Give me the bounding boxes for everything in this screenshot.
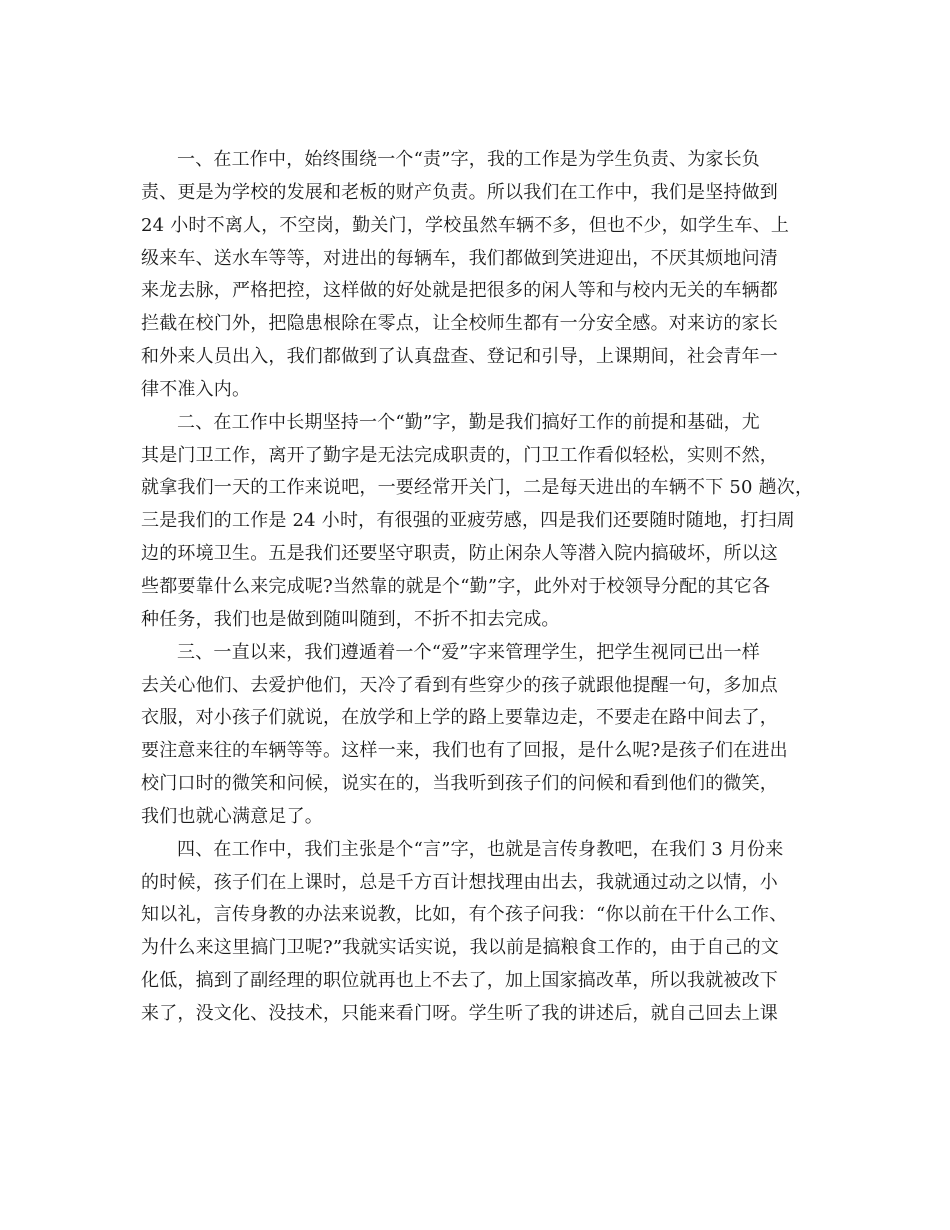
paragraph-4-line: 来了，没文化、没技术，只能来看门呀。学生听了我的讲述后，就自己回去上课	[141, 1002, 778, 1024]
paragraph-3-line: 我们也就心满意足了。	[141, 805, 323, 827]
paragraph-1-line: 一、在工作中，始终围绕一个“责”字，我的工作是为学生负责、为家长负	[177, 149, 761, 170]
paragraph-2-line: 种任务，我们也是做到随叫随到，不折不扣去完成。	[141, 608, 560, 630]
paragraph-1-line: 和外来人员出入，我们都做到了认真盘查、登记和引导，上课期间，社会青年一	[141, 346, 778, 368]
paragraph-2-line: 就拿我们一天的工作来说吧，一要经常开关门，二是每天进出的车辆不下 50 趟次，	[141, 477, 814, 499]
paragraph-3-line: 三、一直以来，我们遵遁着一个“爱”字来管理学生，把学生视同已出一样	[177, 641, 761, 663]
paragraph-3-line: 衣服，对小孩子们就说，在放学和上学的路上要靠边走，不要走在路中间去了，	[141, 707, 778, 729]
paragraph-3-line: 去关心他们、去爱护他们，天冷了看到有些穿少的孩子就跟他提醒一句，多加点	[141, 674, 778, 696]
paragraph-3-line: 要注意来往的车辆等等。这样一来，我们也有了回报，是什么呢?是孩子们在进出	[141, 740, 788, 762]
paragraph-2-line: 些都要靠什么来完成呢?当然靠的就是个“勤”字，此外对于校领导分配的其它各	[141, 575, 771, 597]
paragraph-2-line: 三是我们的工作是 24 小时，有很强的亚疲劳感，四是我们还要随时随地，打扫周	[141, 510, 795, 532]
paragraph-1-line: 律不准入内。	[141, 378, 251, 400]
paragraph-2-line: 二、在工作中长期坚持一个“勤”字，勤是我们搞好工作的前提和基础，尤	[177, 411, 761, 433]
paragraph-4-line: 四、在工作中，我们主张是个“言”字，也就是言传身教吧，在我们 3 月份来	[177, 838, 784, 860]
paragraph-3-line: 校门口时的微笑和问候，说实在的，当我听到孩子们的问候和看到他们的微笑，	[141, 773, 778, 795]
paragraph-1-line: 级来车、送水车等等，对进出的每辆车，我们都做到笑进迎出，不厌其烦地问清	[141, 247, 778, 269]
paragraph-4-line: 的时候，孩子们在上课时，总是千方百计想找理由出去，我就通过动之以情，小	[141, 871, 778, 893]
paragraph-4-line: 知以礼，言传身教的办法来说教，比如，有个孩子问我：“你以前在干什么工作、	[141, 904, 788, 926]
paragraph-4-line: 化低，搞到了副经理的职位就再也上不去了，加上国家搞改革，所以我就被改下	[141, 970, 778, 992]
paragraph-1-line: 来龙去脉，严格把控，这样做的好处就是把很多的闲人等和与校内无关的车辆都	[141, 280, 778, 302]
paragraph-1-line: 24 小时不离人，不空岗，勤关门，学校虽然车辆不多，但也不少，如学生车、上	[141, 214, 790, 236]
paragraph-1-line: 拦截在校门外，把隐患根除在零点，让全校师生都有一分安全感。对来访的家长	[141, 313, 778, 335]
paragraph-2-line: 边的环境卫生。五是我们还要坚守职责，防止闲杂人等潜入院内搞破坏，所以这	[141, 543, 778, 565]
paragraph-4-line: 为什么来这里搞门卫呢?”我就实话实说，我以前是搞粮食工作的，由于自己的文	[141, 937, 780, 959]
document-body	[141, 144, 813, 1031]
paragraph-1-line: 责、更是为学校的发展和老板的财产负责。所以我们在工作中，我们是坚持做到	[141, 181, 778, 203]
paragraph-2-line: 其是门卫工作，离开了勤字是无法完成职责的，门卫工作看似轻松，实则不然，	[141, 444, 778, 466]
